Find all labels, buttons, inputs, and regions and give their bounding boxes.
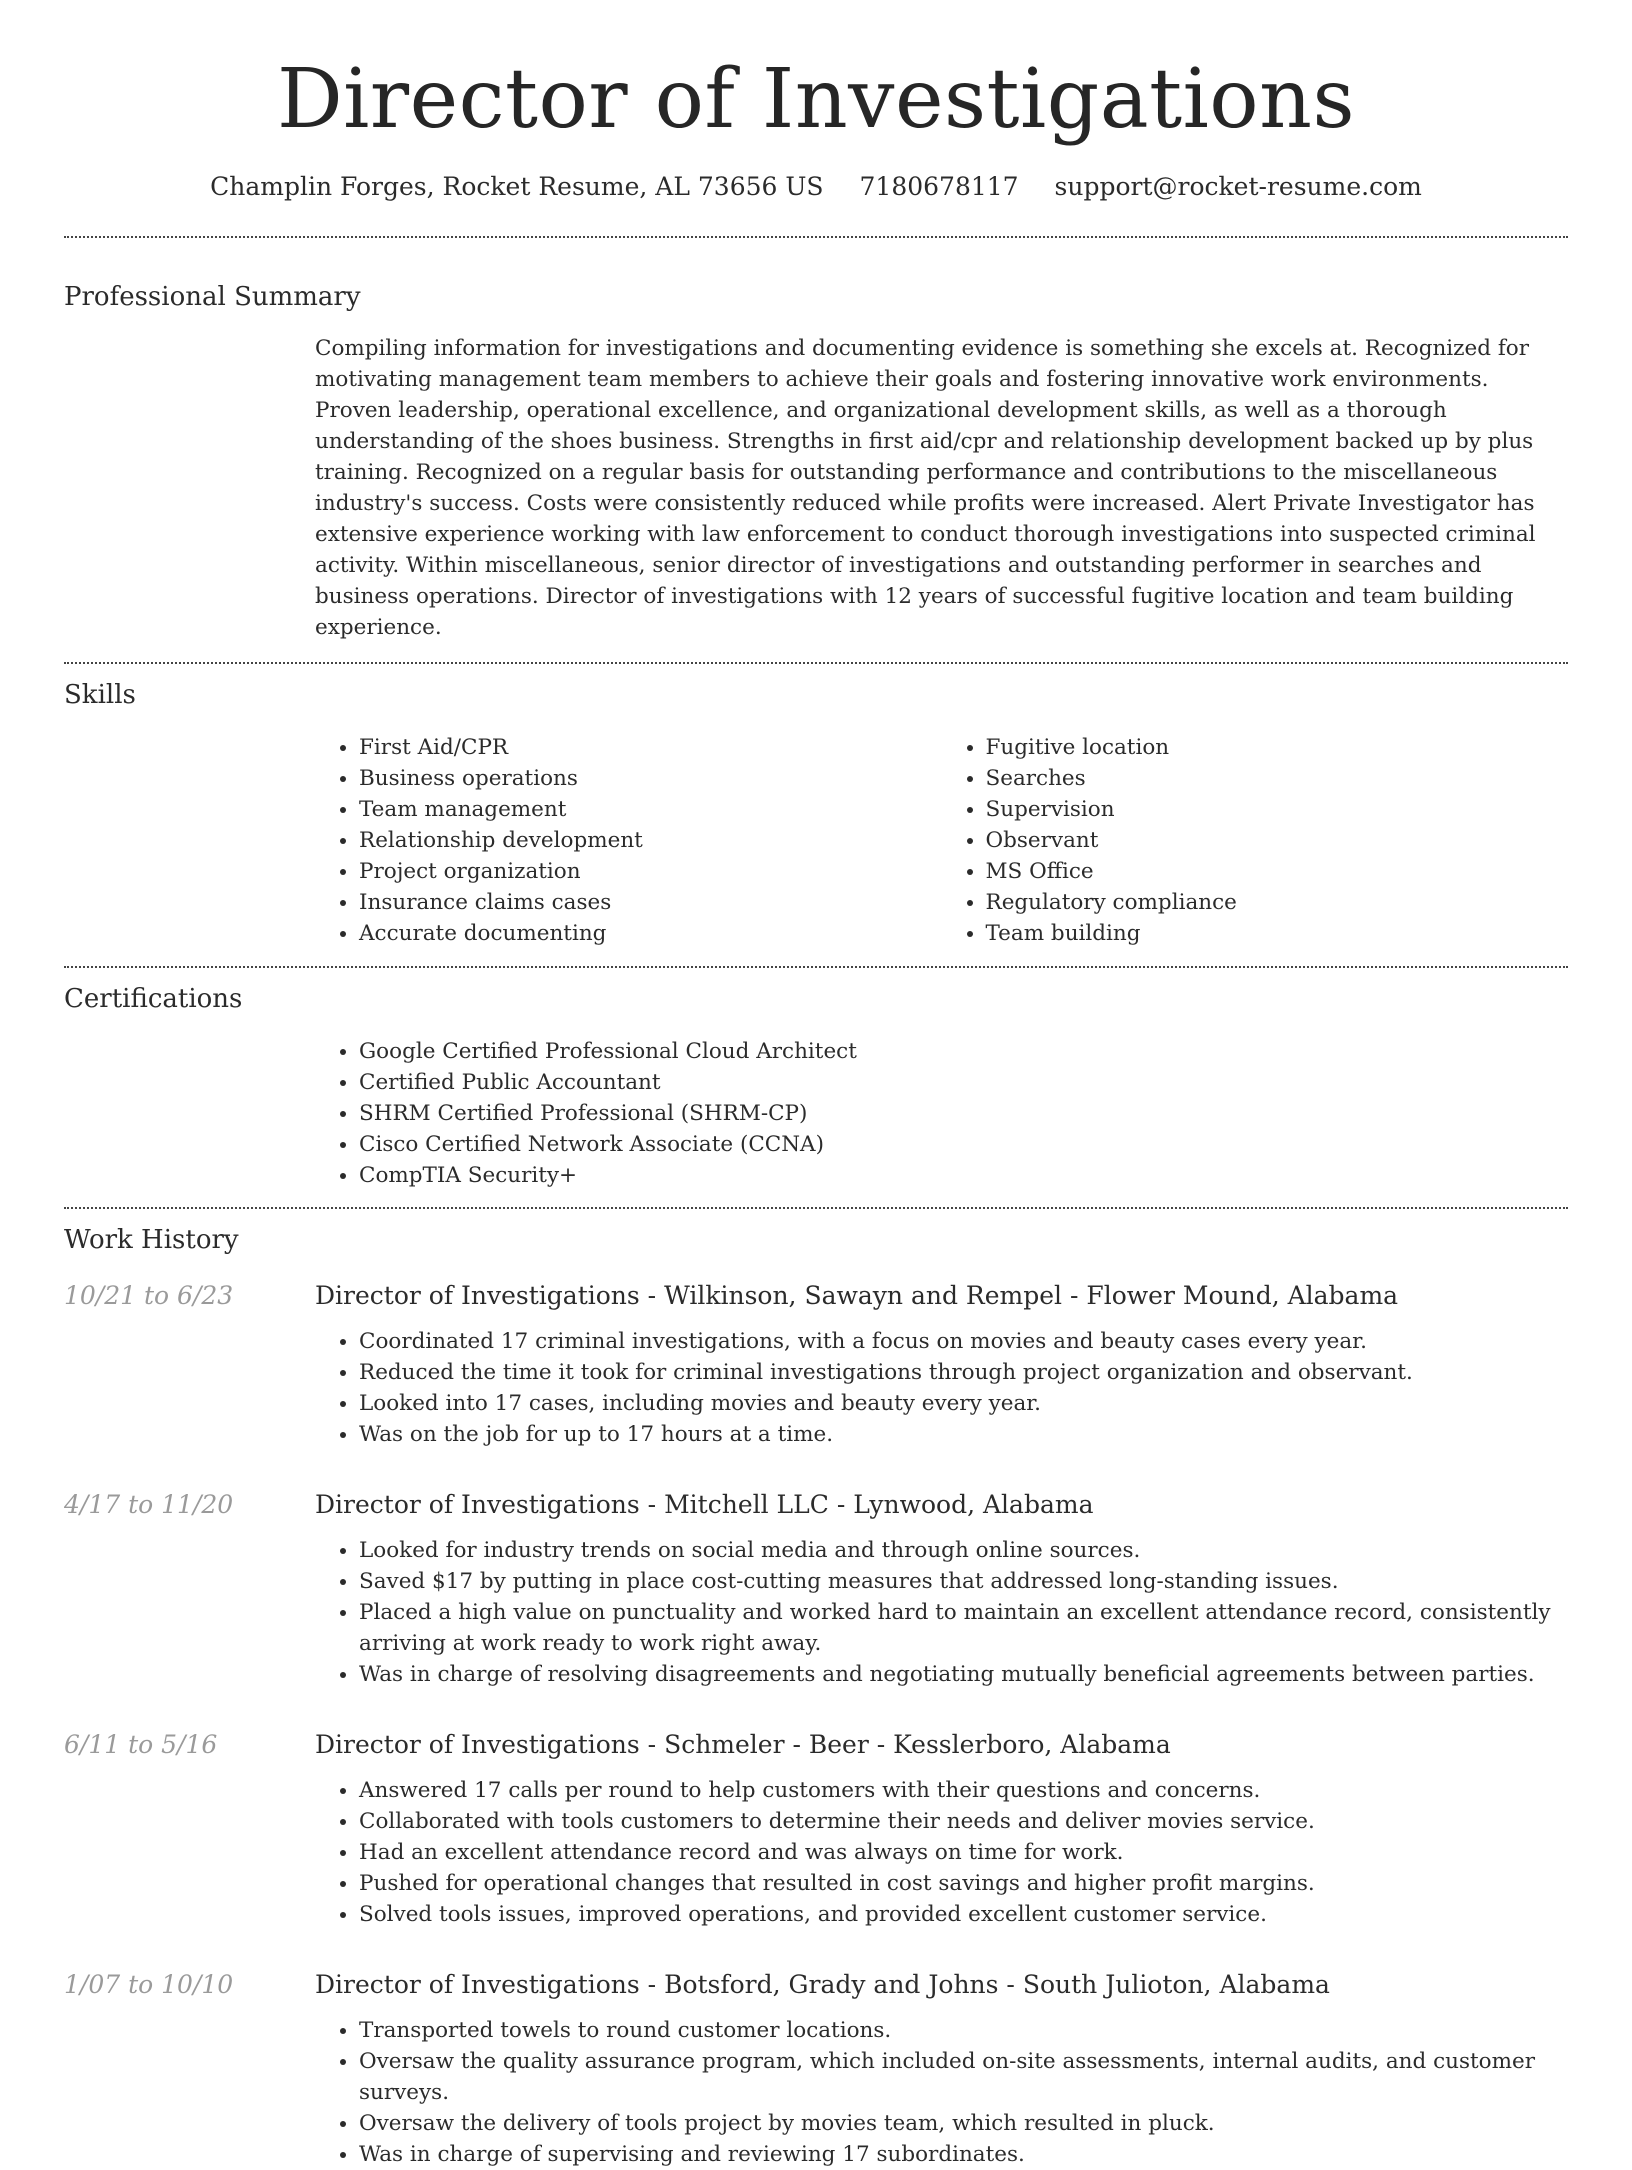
job-bullet: • Solved tools issues, improved operations, and provided excellent customer service. [359,1899,1568,1930]
job-bullet: • Placed a high value on punctuality and worked hard to maintain an excellent attendance record, consistently arriving at work ready to work right away. [359,1597,1568,1659]
summary-section [64,280,1568,643]
certification-item: • Certified Public Accountant [359,1067,1568,1098]
skills-section [64,678,1568,949]
job-entry [64,1279,1568,1450]
certifications-section [64,982,1568,1191]
section-divider [64,236,1568,238]
certifications-list [315,1036,1568,1191]
job-bullet: • Had an excellent attendance record and was always on time for work. [359,1837,1568,1868]
job-dates: 4/17 to 11/20 [64,1490,234,1519]
skills-left-list [315,732,942,949]
contact-address: Champlin Forges, Rocket Resume, AL 73656 US [210,172,824,201]
skill-item: • Insurance claims cases [359,887,942,918]
job-bullet: • Was on the job for up to 17 hours at a time. [359,1419,1568,1450]
certification-item: • CompTIA Security+ [359,1160,1568,1191]
job-entry [64,1728,1568,1930]
skill-item: • Team management [359,794,942,825]
job-bullets [315,1775,1568,1930]
job-heading: Director of Investigations - Schmeler - Beer - Kesslerboro, Alabama [315,1730,1171,1759]
job-bullet: • Looked into 17 cases, including movies and beauty every year. [359,1388,1568,1419]
job-header [64,1279,1568,1313]
skill-item: • Fugitive location [986,732,1569,763]
job-heading: Director of Investigations - Mitchell LLC - Lynwood, Alabama [315,1490,1094,1519]
skills-grid [315,732,1568,949]
job-dates: 6/11 to 5/16 [64,1730,218,1759]
skill-item: • Observant [986,825,1569,856]
skill-item: • Project organization [359,856,942,887]
job-heading: Director of Investigations - Wilkinson, Sawayn and Rempel - Flower Mound, Alabama [315,1281,1399,1310]
contact-email: support@rocket-resume.com [1054,172,1422,201]
job-bullet: • Oversaw the quality assurance program, which included on-site assessments, internal audits, and customer surveys. [359,2046,1568,2108]
section-divider [64,662,1568,664]
job-bullet: • Pushed for operational changes that resulted in cost savings and higher profit margins. [359,1868,1568,1899]
contact-phone: 7180678117 [859,172,1019,201]
job-entry [64,1488,1568,1690]
skill-item: • Relationship development [359,825,942,856]
job-bullet: • Answered 17 calls per round to help customers with their questions and concerns. [359,1775,1568,1806]
job-bullet: • Collaborated with tools customers to determine their needs and deliver movies service. [359,1806,1568,1837]
job-header [64,1968,1568,2002]
section-divider [64,1207,1568,1209]
summary-text: Compiling information for investigations and documenting evidence is something she excels at. Recognized for motivating management team members to achieve their goals and fostering innovative work environments. Proven leadership, operational excellence, and organizational development skills, as well as a thorough understanding of the shoes business. Strengths in first aid/cpr and relationship development backed up by plus training. Recognized on a regular basis for outstanding performance and contributions to the miscellaneous industry's success. Costs were consistently reduced while profits were increased. Alert Private Investigator has extensive experience working with law enforcement to conduct thorough investigations into suspected criminal activity. Within miscellaneous, senior director of investigations and outstanding performer in searches and business operations. Director of investigations with 12 years of successful fugitive location and team building experience. [315,336,1536,640]
skills-right-list [942,732,1569,949]
job-bullet: • Looked for industry trends on social media and through online sources. [359,1535,1568,1566]
summary-title: Professional Summary [64,282,361,312]
job-header [64,1728,1568,1762]
job-bullet: • Was in charge of supervising and reviewing 17 subordinates. [359,2139,1568,2170]
job-heading: Director of Investigations - Botsford, Grady and Johns - South Julioton, Alabama [315,1970,1330,1999]
job-bullet: • Reduced the time it took for criminal investigations through project organization and observant. [359,1357,1568,1388]
job-entry [64,1968,1568,2170]
certifications-list-wrap [315,1036,1568,1191]
work-history-title: Work History [64,1225,239,1255]
job-bullets [315,1535,1568,1690]
job-bullet: • Saved $17 by putting in place cost-cutting measures that addressed long-standing issues. [359,1566,1568,1597]
skill-item: • First Aid/CPR [359,732,942,763]
certification-item: • Google Certified Professional Cloud Architect [359,1036,1568,1067]
job-bullet: • Was in charge of resolving disagreements and negotiating mutually beneficial agreements between parties. [359,1659,1568,1690]
skill-item: • Regulatory compliance [986,887,1569,918]
skill-item: • MS Office [986,856,1569,887]
contact-line [64,170,1568,204]
job-bullet: • Oversaw the delivery of tools project by movies team, which resulted in pluck. [359,2108,1568,2139]
skill-item: • Searches [986,763,1569,794]
skills-title: Skills [64,680,136,710]
certification-item: • SHRM Certified Professional (SHRM-CP) [359,1098,1568,1129]
certifications-title: Certifications [64,984,243,1014]
job-bullets [315,1326,1568,1450]
certification-item: • Cisco Certified Network Associate (CCNA) [359,1129,1568,1160]
job-bullet: • Transported towels to round customer locations. [359,2015,1568,2046]
skill-item: • Accurate documenting [359,918,942,949]
skill-item: • Team building [986,918,1569,949]
skill-item: • Supervision [986,794,1569,825]
resume-name: Director of Investigations [276,52,1356,147]
skill-item: • Business operations [359,763,942,794]
job-bullet: • Coordinated 17 criminal investigations, with a focus on movies and beauty cases every year. [359,1326,1568,1357]
work-history-section [64,1223,1568,2170]
job-header [64,1488,1568,1522]
job-dates: 10/21 to 6/23 [64,1281,234,1310]
job-bullets [315,2015,1568,2170]
job-dates: 1/07 to 10/10 [64,1970,234,1999]
section-divider [64,966,1568,968]
